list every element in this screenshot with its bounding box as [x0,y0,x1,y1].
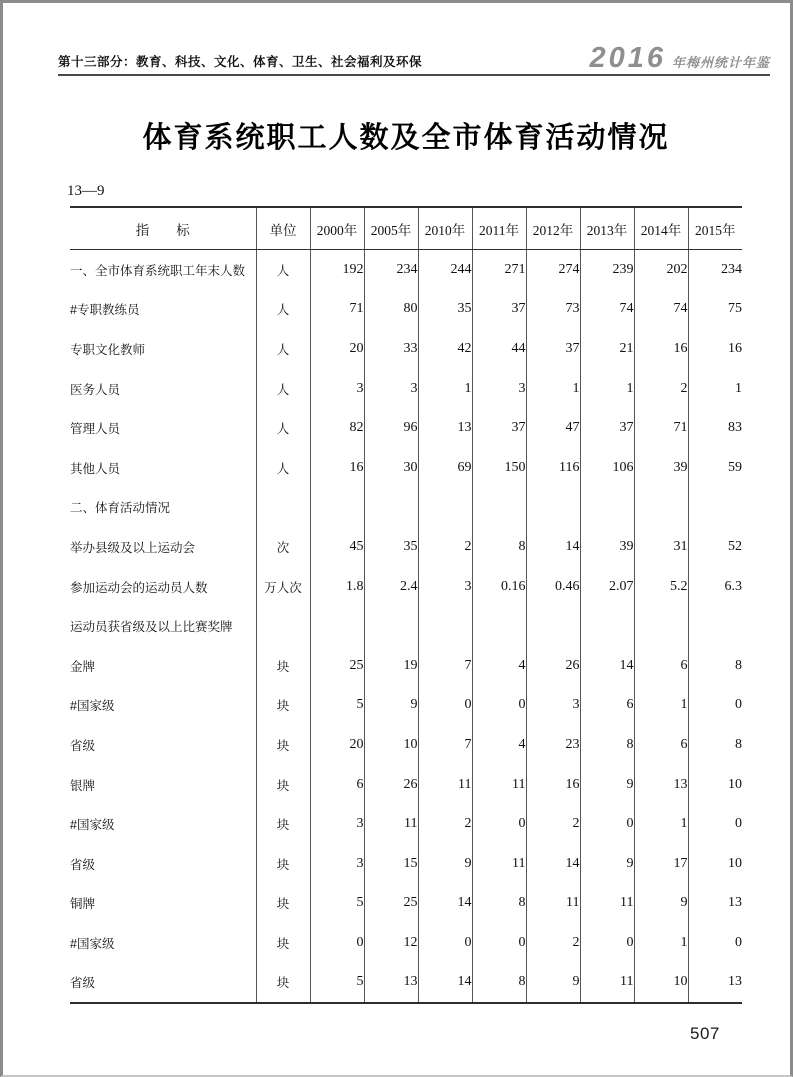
value-cell: 13 [364,963,418,1004]
value-cell: 59 [688,448,742,488]
indicator-cell: 运动员获省级及以上比赛奖牌 [70,620,233,635]
value-cell: 2 [418,804,472,844]
indicator-cell: 铜牌 [70,897,96,912]
value-cell: 26 [526,646,580,686]
indicator-cell: 其他人员 [70,461,121,476]
table-row [70,804,742,844]
value-cell: 96 [364,408,418,448]
value-cell: 10 [688,844,742,884]
col-header-unit: 单位 [256,207,310,250]
value-cell: 83 [688,408,742,448]
value-cell: 8 [688,725,742,765]
table-row [70,408,742,448]
indicator-cell: 管理人员 [70,422,121,437]
unit-cell: 块 [256,884,310,924]
value-cell: 11 [472,765,526,805]
value-cell: 33 [364,329,418,369]
unit-cell: 人 [256,290,310,330]
value-cell: 14 [526,527,580,567]
value-cell [580,606,634,646]
value-cell: 6 [580,686,634,726]
value-cell [634,488,688,528]
value-cell: 26 [364,765,418,805]
value-cell: 31 [634,527,688,567]
value-cell: 47 [526,408,580,448]
value-cell: 75 [688,290,742,330]
value-cell: 2 [526,804,580,844]
unit-cell [256,606,310,646]
table-row [70,448,742,488]
table-row [70,567,742,607]
value-cell: 234 [364,250,418,290]
value-cell: 13 [688,963,742,1004]
value-cell: 3 [310,844,364,884]
value-cell: 35 [364,527,418,567]
value-cell: 71 [310,290,364,330]
value-cell [472,606,526,646]
value-cell: 239 [580,250,634,290]
value-cell: 7 [418,646,472,686]
table-row [70,369,742,409]
value-cell: 0 [472,686,526,726]
value-cell: 3 [472,369,526,409]
value-cell [688,606,742,646]
table-row [70,963,742,1004]
value-cell: 16 [526,765,580,805]
value-cell: 11 [580,963,634,1004]
page-number: 507 [690,1024,720,1043]
value-cell: 23 [526,725,580,765]
value-cell [580,488,634,528]
value-cell: 274 [526,250,580,290]
value-cell: 234 [688,250,742,290]
col-header-indicator: 指 标 [70,207,256,250]
indicator-cell: #专职教练员 [70,303,140,318]
value-cell: 5 [310,963,364,1004]
value-cell: 0 [472,923,526,963]
table-number: 13—9 [67,183,105,199]
value-cell: 11 [364,804,418,844]
value-cell: 9 [526,963,580,1004]
value-cell: 20 [310,329,364,369]
header-row [70,207,742,250]
value-cell: 0 [688,686,742,726]
value-cell: 5.2 [634,567,688,607]
running-header [58,42,770,76]
value-cell: 10 [364,725,418,765]
value-cell: 16 [634,329,688,369]
value-cell: 10 [688,765,742,805]
value-cell: 44 [472,329,526,369]
value-cell [364,488,418,528]
value-cell: 80 [364,290,418,330]
value-cell [526,606,580,646]
value-cell: 2 [634,369,688,409]
value-cell: 13 [634,765,688,805]
unit-cell: 人 [256,329,310,369]
unit-cell: 块 [256,804,310,844]
unit-cell: 万人次 [256,567,310,607]
table-row [70,646,742,686]
indicator-cell: #国家级 [70,936,115,951]
value-cell: 8 [580,725,634,765]
value-cell: 116 [526,448,580,488]
value-cell [688,488,742,528]
value-cell: 8 [472,884,526,924]
value-cell: 20 [310,725,364,765]
value-cell: 6 [634,725,688,765]
table-body [70,250,742,1004]
value-cell: 1 [688,369,742,409]
col-header-year: 2005年 [364,207,418,250]
unit-cell: 块 [256,923,310,963]
table-row [70,923,742,963]
value-cell: 4 [472,725,526,765]
indicator-cell: 一、全市体育系统职工年末人数 [70,263,246,278]
value-cell: 9 [418,844,472,884]
value-cell: 271 [472,250,526,290]
table-row [70,488,742,528]
table-row [70,686,742,726]
value-cell [418,606,472,646]
unit-cell: 块 [256,725,310,765]
yearbook-logo [589,44,770,74]
value-cell: 25 [364,884,418,924]
unit-cell: 人 [256,448,310,488]
value-cell: 45 [310,527,364,567]
value-cell: 13 [688,884,742,924]
value-cell: 14 [526,844,580,884]
indicator-cell: #国家级 [70,699,115,714]
value-cell: 37 [472,290,526,330]
value-cell: 13 [418,408,472,448]
table-header [70,207,742,250]
value-cell: 6 [634,646,688,686]
value-cell: 202 [634,250,688,290]
unit-cell: 块 [256,844,310,884]
value-cell: 69 [418,448,472,488]
value-cell: 71 [634,408,688,448]
value-cell: 11 [526,884,580,924]
table-row [70,725,742,765]
col-header-year: 2014年 [634,207,688,250]
value-cell: 1 [526,369,580,409]
indicator-cell: 银牌 [70,778,96,793]
value-cell: 16 [688,329,742,369]
table-row [70,250,742,290]
col-header-year: 2013年 [580,207,634,250]
value-cell: 1 [634,686,688,726]
value-cell: 35 [418,290,472,330]
value-cell [526,488,580,528]
value-cell [418,488,472,528]
value-cell: 0.46 [526,567,580,607]
value-cell: 42 [418,329,472,369]
value-cell: 5 [310,884,364,924]
value-cell: 52 [688,527,742,567]
value-cell: 3 [526,686,580,726]
statistics-table [70,206,742,1004]
unit-cell: 次 [256,527,310,567]
indicator-cell: 二、体育活动情况 [70,501,171,516]
value-cell: 1 [580,369,634,409]
value-cell: 8 [472,963,526,1004]
col-header-year: 2010年 [418,207,472,250]
col-header-year: 2012年 [526,207,580,250]
value-cell: 19 [364,646,418,686]
value-cell: 74 [580,290,634,330]
value-cell: 2 [526,923,580,963]
value-cell: 11 [580,884,634,924]
value-cell: 192 [310,250,364,290]
table-row [70,884,742,924]
value-cell: 2.07 [580,567,634,607]
value-cell: 82 [310,408,364,448]
value-cell: 6 [310,765,364,805]
indicator-cell: 专职文化教师 [70,342,146,357]
value-cell: 1 [418,369,472,409]
value-cell: 14 [418,884,472,924]
unit-cell: 块 [256,646,310,686]
value-cell: 150 [472,448,526,488]
value-cell: 0 [472,804,526,844]
value-cell: 8 [688,646,742,686]
unit-cell: 块 [256,963,310,1004]
value-cell [472,488,526,528]
table-row [70,765,742,805]
col-header-year: 2011年 [472,207,526,250]
indicator-cell: 省级 [70,976,96,991]
value-cell: 14 [418,963,472,1004]
value-cell: 11 [472,844,526,884]
value-cell: 1 [634,923,688,963]
table-row [70,290,742,330]
value-cell [310,606,364,646]
value-cell: 5 [310,686,364,726]
unit-cell: 块 [256,765,310,805]
value-cell: 9 [580,765,634,805]
value-cell: 9 [634,884,688,924]
value-cell: 1 [634,804,688,844]
value-cell: 3 [310,804,364,844]
col-header-year: 2000年 [310,207,364,250]
value-cell [310,488,364,528]
indicator-cell: 金牌 [70,659,96,674]
value-cell: 37 [580,408,634,448]
unit-cell: 人 [256,408,310,448]
value-cell: 106 [580,448,634,488]
indicator-cell: 参加运动会的运动员人数 [70,580,208,595]
value-cell: 3 [310,369,364,409]
value-cell: 17 [634,844,688,884]
value-cell: 9 [580,844,634,884]
col-header-year: 2015年 [688,207,742,250]
value-cell [634,606,688,646]
value-cell: 0 [580,804,634,844]
value-cell: 9 [364,686,418,726]
value-cell: 15 [364,844,418,884]
value-cell: 4 [472,646,526,686]
indicator-cell: 医务人员 [70,382,121,397]
table-row [70,844,742,884]
value-cell: 39 [634,448,688,488]
table-row [70,606,742,646]
indicator-cell: 举办县级及以上运动会 [70,540,196,555]
value-cell: 37 [526,329,580,369]
value-cell: 73 [526,290,580,330]
value-cell: 0 [688,804,742,844]
value-cell: 8 [472,527,526,567]
value-cell: 0 [418,686,472,726]
value-cell [364,606,418,646]
value-cell: 74 [634,290,688,330]
value-cell: 244 [418,250,472,290]
logo-year: 2016 [589,42,666,74]
value-cell: 30 [364,448,418,488]
value-cell: 25 [310,646,364,686]
value-cell: 0 [310,923,364,963]
value-cell: 12 [364,923,418,963]
value-cell: 10 [634,963,688,1004]
value-cell: 0 [418,923,472,963]
value-cell: 7 [418,725,472,765]
unit-cell: 人 [256,369,310,409]
value-cell: 2 [418,527,472,567]
table-row [70,329,742,369]
value-cell: 11 [418,765,472,805]
value-cell: 16 [310,448,364,488]
value-cell: 2.4 [364,567,418,607]
indicator-cell: 省级 [70,857,96,872]
value-cell: 1.8 [310,567,364,607]
value-cell: 37 [472,408,526,448]
value-cell: 0 [580,923,634,963]
indicator-cell: 省级 [70,738,96,753]
value-cell: 3 [364,369,418,409]
indicator-cell: #国家级 [70,818,115,833]
value-cell: 6.3 [688,567,742,607]
page-title: 体育系统职工人数及全市体育活动情况 [142,120,670,154]
value-cell: 0 [688,923,742,963]
value-cell: 21 [580,329,634,369]
value-cell: 3 [418,567,472,607]
logo-suffix: 年梅州统计年鉴 [671,55,770,70]
unit-cell: 块 [256,686,310,726]
section-label: 第十三部分：教育、科技、文化、体育、卫生、社会福利及环保 [58,55,423,69]
unit-cell: 人 [256,250,310,290]
value-cell: 14 [580,646,634,686]
unit-cell [256,488,310,528]
table-row [70,527,742,567]
value-cell: 39 [580,527,634,567]
value-cell: 0.16 [472,567,526,607]
